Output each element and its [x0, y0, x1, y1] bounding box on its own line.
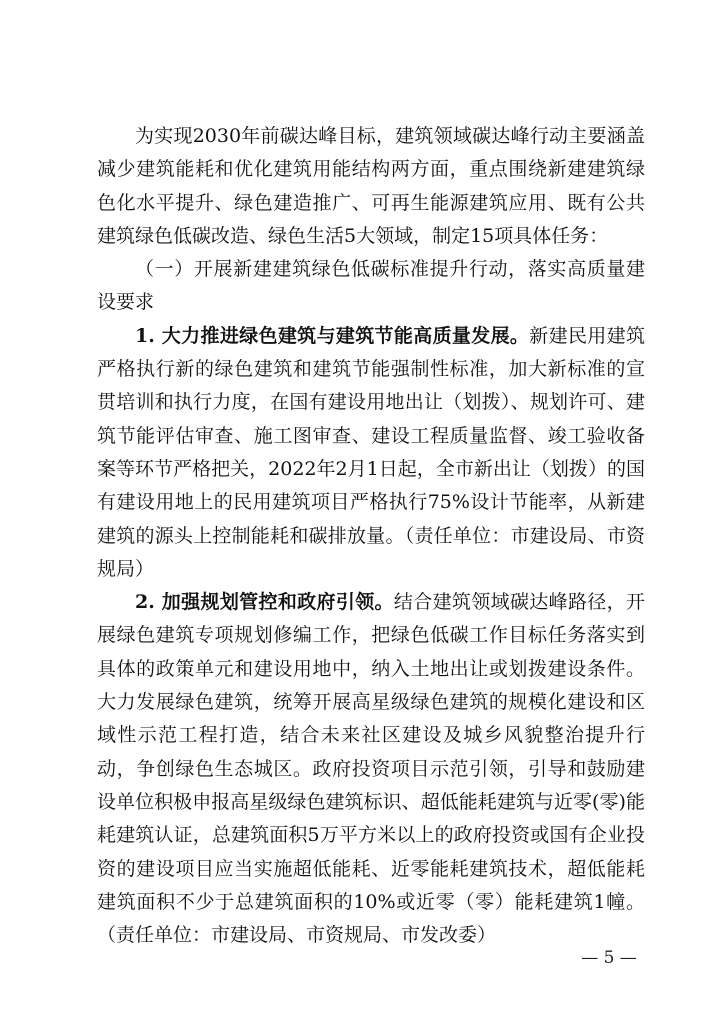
section-heading: （一）开展新建建筑绿色低碳标准提升行动，落实高质量建设要求 [97, 258, 645, 314]
page-number: — 5 — [581, 948, 637, 968]
item-1-body: 新建民用建筑严格执行新的绿色建筑和建筑节能强制性标准，加大新标准的宣贯培训和执行力度，在国有建设用地出让（划拨）、规划许可、建筑节能评估审查、施工图审查、建设工程质量监督、竣工验收备案等环节严格把关，2022年2月1日起，全市新出让（划拨）的国有建设用地上的民用建筑项目严格执行75%设计节能率，从新建建筑的源头上控制能耗和碳排放量。（责任单位：市建设局、市资规局） [97, 324, 645, 580]
item-1-paragraph [97, 320, 645, 586]
item-2-body: 结合建筑领域碳达峰路径，开展绿色建筑专项规划修编工作，把绿色低碳工作目标任务落实到具体的政策单元和建设用地中，纳入土地出让或划拨建设条件。大力发展绿色建筑，统筹开展高星级绿色建筑的规模化建设和区域性示范工程打造，结合未来社区建设及城乡风貌整治提升行动，争创绿色生态城区。政府投资项目示范引领，引导和鼓励建设单位积极申报高星级绿色建筑标识、超低能耗建筑与近零(零)能耗建筑认证，总建筑面积5万平方米以上的政府投资或国有企业投资的建设项目应当实施超低能耗、近零能耗建筑技术，超低能耗建筑面积不少于总建筑面积的10%或近零（零）能耗建筑1幢。（责任单位：市建设局、市资规局、市发改委） [97, 591, 645, 947]
item-2-title: 2. 加强规划管控和政府引领。 [135, 591, 394, 614]
document-body [97, 120, 645, 952]
item-1-title: 1. 大力推进绿色建筑与建筑节能高质量发展。 [135, 324, 530, 347]
intro-paragraph: 为实现2030年前碳达峰目标，建筑领域碳达峰行动主要涵盖减少建筑能耗和优化建筑用能结构两方面，重点围绕新建建筑绿色化水平提升、绿色建造推广、可再生能源建筑应用、既有公共建筑绿色低碳改造、绿色生活5大领域，制定15项具体任务： [97, 125, 645, 247]
item-2-paragraph [97, 586, 645, 952]
